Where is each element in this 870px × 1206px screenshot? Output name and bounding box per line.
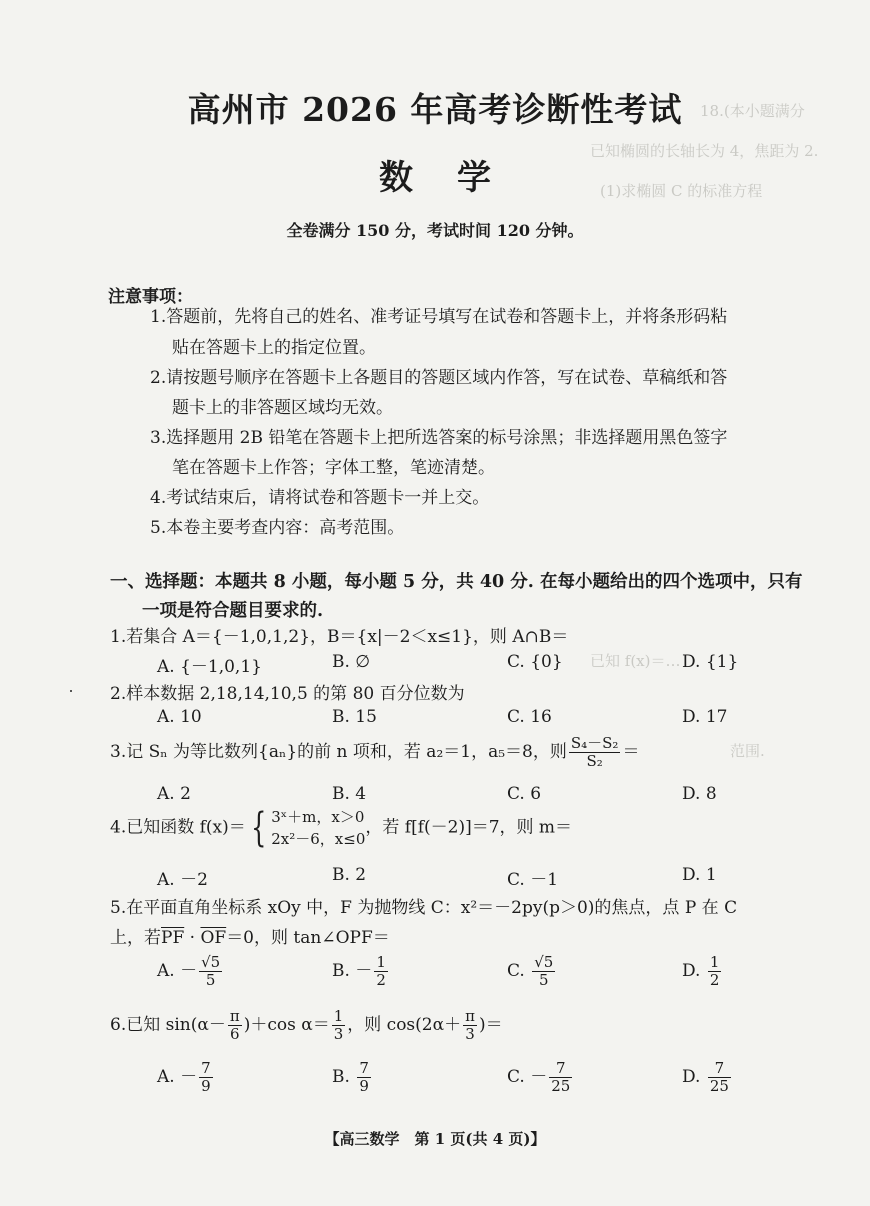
denominator: 9	[359, 1077, 369, 1095]
question-1-stem: 1.若集合 A＝{－1,0,1,2}，B＝{x|－2＜x≤1}，则 A∩B＝	[110, 627, 569, 647]
question-3-text: 3.记 Sₙ 为等比数列{aₙ}的前 n 项和，若 a₂＝1，a₅＝8，则	[110, 742, 567, 762]
page-title: 高州市 2026 年高考诊断性考试	[187, 90, 683, 129]
option-d: D. {1}	[682, 652, 739, 672]
numerator: √5	[201, 953, 221, 971]
question-4-text: 4.已知函数 f(x)＝	[110, 817, 246, 838]
notice-item: 2.请按题号顺序在答题卡上各题目的答题区域内作答，写在试卷、草稿纸和答	[150, 368, 728, 388]
piecewise-brace: {	[250, 805, 267, 851]
fraction	[199, 1060, 213, 1095]
option-c: C. {0}	[507, 652, 563, 672]
fraction	[708, 1060, 731, 1095]
fraction	[463, 1008, 477, 1043]
notice-item: 题卡上的非答题区域均无效。	[172, 398, 393, 418]
denominator: 9	[201, 1077, 211, 1095]
option-b: B. 4	[332, 784, 367, 804]
fraction	[374, 954, 388, 989]
numerator: 7	[708, 1060, 731, 1078]
option-c: C. －1	[507, 870, 559, 890]
question-5-stem: 5.在平面直角坐标系 xOy 中，F 为抛物线 C：x²＝－2py(p＞0)的焦点，点 P 在 C	[110, 898, 738, 918]
denominator: 6	[230, 1025, 240, 1043]
numerator: π	[465, 1007, 475, 1025]
piecewise-cases	[271, 806, 365, 850]
bleed-through-text: (1)求椭圆 C 的标准方程	[600, 182, 763, 200]
numerator: 1	[709, 953, 720, 971]
question-5-stem-line2	[110, 923, 390, 948]
bleed-through-text: 18.(本小题满分	[700, 102, 805, 120]
option-a	[157, 1060, 215, 1095]
page-footer: 【高三数学 第 1 页(共 4 页)】	[324, 1130, 546, 1148]
section-line: 一项是符合题目要求的.	[142, 601, 324, 621]
denominator: 3	[333, 1025, 344, 1043]
numerator: 1	[376, 953, 386, 971]
fraction	[549, 1060, 572, 1095]
denominator: 2	[376, 971, 386, 989]
notice-item: 笔在答题卡上作答；字体工整，笔迹清楚。	[172, 458, 495, 478]
option-label: A. －	[157, 1067, 198, 1087]
notice-item: 5.本卷主要考查内容：高考范围。	[150, 518, 405, 538]
notice-item: 4.考试结束后，请将试卷和答题卡一并上交。	[150, 488, 490, 508]
denominator: 2	[709, 971, 720, 989]
denominator: 5	[205, 971, 216, 989]
numerator: 7	[201, 1059, 211, 1077]
denominator: 25	[709, 1077, 729, 1095]
question-6-text: 6.已知 sin(α－	[110, 1015, 226, 1035]
option-b: B. 2	[332, 865, 367, 885]
option-label: D.	[682, 961, 706, 981]
option-label: C. －	[507, 1067, 548, 1087]
numerator: π	[229, 1007, 240, 1025]
option-d: D. 8	[682, 784, 717, 804]
fraction	[228, 1008, 242, 1043]
fraction	[332, 1008, 346, 1043]
option-d: D. 17	[682, 707, 728, 727]
option-b: B. ∅	[332, 652, 371, 672]
denominator: 5	[539, 971, 549, 989]
option-label: B.	[332, 1067, 356, 1087]
question-6-text: ，则 cos(2α＋	[347, 1015, 462, 1035]
notice-item: 贴在答题卡上的指定位置。	[172, 338, 376, 358]
option-a: A. 10	[157, 707, 202, 727]
fraction	[199, 954, 222, 989]
option-label: D.	[682, 1067, 706, 1087]
option-a: A. －2	[157, 870, 208, 890]
notice-heading: 注意事项：	[108, 287, 193, 307]
vector-of: $\overline{OF}$	[200, 928, 227, 948]
fraction	[708, 954, 722, 989]
option-d	[682, 1060, 733, 1095]
question-5-text-end: ＝0，则 tan∠OPF＝	[226, 928, 390, 948]
question-4-text-end: ，若 f[f(－2)]＝7，则 m＝	[365, 817, 573, 838]
option-a	[157, 954, 224, 989]
question-4-stem	[110, 806, 572, 850]
option-a: A. 2	[157, 784, 191, 804]
vector-pf: $\overline{PF}$	[161, 928, 185, 948]
section-line: 一、选择题：本题共 8 小题，每小题 5 分，共 40 分. 在每小题给出的四个选项中，只有	[110, 572, 803, 592]
dot-operator: ·	[184, 928, 201, 948]
numerator: 7	[549, 1060, 572, 1078]
option-d: D. 1	[682, 865, 717, 885]
notice-item: 1.答题前，先将自己的姓名、准考证号填写在试卷和答题卡上，并将条形码粘	[150, 307, 728, 327]
numerator: 7	[359, 1059, 369, 1077]
denominator: S₂	[586, 752, 603, 770]
numerator: √5	[534, 953, 554, 971]
subject-title: 数学	[379, 158, 535, 198]
option-c	[507, 954, 557, 989]
denominator: 3	[465, 1025, 475, 1043]
option-c: C. 16	[507, 707, 552, 727]
case-2: 2x²－6，x≤0	[271, 830, 366, 848]
option-label: C.	[507, 961, 531, 981]
question-6-stem	[110, 1008, 503, 1043]
option-c	[507, 1060, 574, 1095]
option-a: A. {－1,0,1}	[157, 657, 262, 677]
option-d	[682, 954, 723, 989]
fraction	[357, 1060, 371, 1095]
denominator: 25	[551, 1077, 571, 1095]
bleed-through-text: 范围.	[730, 742, 765, 760]
option-c: C. 6	[507, 784, 542, 804]
question-3-stem	[110, 735, 639, 770]
notice-item: 3.选择题用 2B 铅笔在答题卡上把所选答案的标号涂黑；非选择题用黑色签字	[150, 428, 728, 448]
exam-meta: 全卷满分 150 分，考试时间 120 分钟。	[286, 221, 584, 240]
section-heading	[110, 568, 820, 626]
bleed-through-text: 已知椭圆的长轴长为 4，焦距为 2.	[590, 142, 819, 160]
question-6-text-end: )＝	[478, 1015, 503, 1035]
option-label: B. －	[332, 961, 373, 981]
case-1: 3ˣ＋m，x＞0	[271, 808, 365, 826]
fraction	[569, 735, 621, 770]
fraction	[532, 954, 555, 989]
option-b	[332, 1060, 373, 1095]
numerator: S₄－S₂	[570, 734, 619, 752]
question-3-text-end: ＝	[622, 742, 640, 762]
question-2-stem: 2.样本数据 2,18,14,10,5 的第 80 百分位数为	[110, 684, 465, 704]
question-5-text: 上，若	[110, 928, 161, 948]
bleed-through-text: 已知 f(x)＝…	[590, 652, 681, 670]
scan-speck	[70, 690, 72, 692]
numerator: 1	[333, 1007, 344, 1025]
option-b	[332, 954, 390, 989]
option-b: B. 15	[332, 707, 377, 727]
option-label: A. －	[157, 961, 198, 981]
question-6-text: )＋cos α＝	[243, 1015, 330, 1035]
